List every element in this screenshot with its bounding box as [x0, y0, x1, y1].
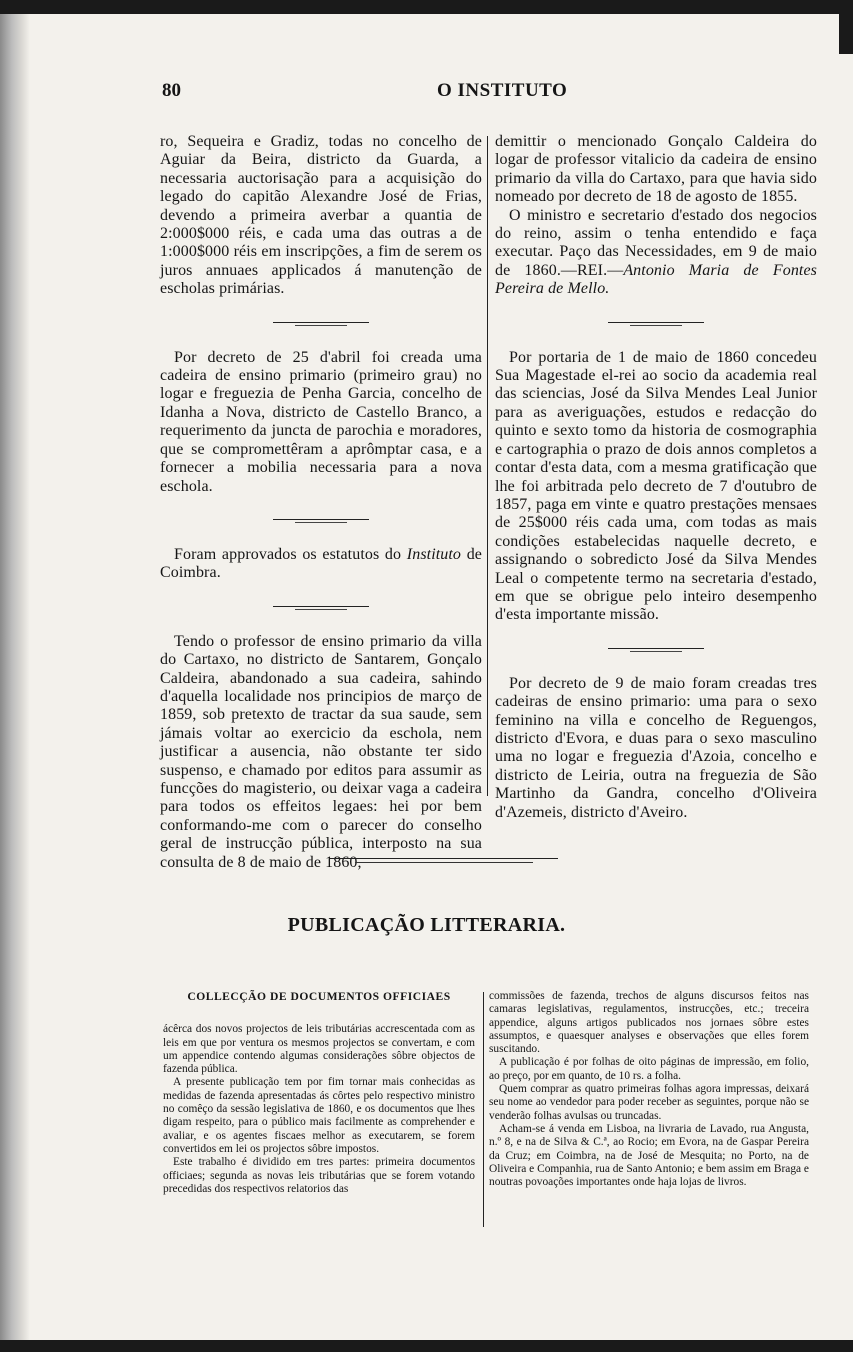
- paragraph-cartaxo: Tendo o professor de ensino primario da villa do Cartaxo, no districto de Santarem, Gonçalo Caldeira, abandonado a sua cadeira, sahindo d'aquella localidade nos principios de março de 1859, sob pretexto de tractar da sua saude, sem jámais voltar ao exercicio da eschola, nem justificar a ausencia, não obstante ter sido suspenso, e chamado por editos para assumir as funcções do magisterio, ou deixar vaga a cadeira para todos os effeitos legaes: hei por bem conformando-me com o parecer do conselho geral de instrucção pública, interposto na sua consulta de 8 de maio de 1860,: [160, 632, 482, 871]
- column-divider: [487, 136, 488, 796]
- publication-column-divider: [483, 992, 484, 1227]
- paragraph-demittir: demittir o mencionado Gonçalo Caldeira do logar de professor vitalicio da cadeira de ensino primario da villa do Cartaxo, para que havia sido nomeado por decreto de 18 de agosto de 1855.: [495, 133, 817, 206]
- signature: Antonio Maria de Fontes Pereira de Mello.: [495, 261, 817, 298]
- paragraph-legado: ro, Sequeira e Gradiz, todas no concelho de Aguiar da Beira, districto da Guarda, a necessaria auctorisação para a acquisição do legado do capitão Alexandre José de Frias, devendo a primeira averbar a quantia de 2:000$000 réis, e cada uma das outras a de 1:000$000 réis em inscripções, a fim de serem os juros annuaes applicados á manutenção de escholas primárias.: [160, 133, 482, 298]
- collection-heading: COLLECÇÃO DE DOCUMENTOS OFFICIAES: [187, 990, 451, 1003]
- wide-rule: [330, 858, 558, 859]
- section-rule: [608, 322, 704, 323]
- running-title: O INSTITUTO: [437, 80, 568, 101]
- page-binding-shadow: [0, 14, 30, 1340]
- instituto-italic: Instituto: [406, 545, 462, 563]
- ministro-text: O ministro e secretario d'estado dos negocios do reino, assim o tenha entendido e faça executar. Paço das Necessidades, em 9 de maio de 1860.—REI.—: [495, 206, 817, 279]
- paragraph-tres-cadeiras: Por decreto de 9 de maio foram creadas tres cadeiras de ensino primario: uma para o sexo feminino na villa e concelho de Reguengos, districto d'Evora, e duas para o sexo masculino uma no logar e freguezia d'Azoia, concelho e districto de Leiria, outra na freguezia de São Martinho da Gandra, concelho d'Oliveira d'Azemeis, districto d'Aveiro.: [495, 674, 817, 821]
- paragraph-penha-garcia: Por decreto de 25 d'abril foi creada uma cadeira de ensino primario (primeiro grau) no logar e freguezia de Penha Garcia, concelho de Idanha a Nova, districto de Castello Branco, a requerimento da juncta de parochia e moradores, que se compromettêram a aprômptar casa, e a fornecer a mobilia necessaria para a nova eschola.: [160, 348, 482, 495]
- publication-paragraph: commissões de fazenda, trechos de alguns discursos feitos nas camaras legislativas, regulamentos, instrucções, etc.; treceira appendice, alguns artigos publicados nos jornaes sôbre estes assumptos, e quaesquer analyses e observações que elles forem suscitando.: [489, 990, 809, 1056]
- publication-paragraph: Este trabalho é dividido em tres partes: primeira documentos officiaes; segunda as novas leis tributárias que se forem votando precedidas dos respectivos relatorios das: [163, 1156, 475, 1195]
- publication-paragraph: A publicação é por folhas de oito páginas de impressão, em folio, ao preço, por em quanto, de 10 rs. a folha.: [489, 1056, 809, 1082]
- section-rule: [273, 606, 369, 607]
- paragraph-portaria: Por portaria de 1 de maio de 1860 concedeu Sua Magestade el-rei ao socio da academia real das sciencias, José da Silva Mendes Leal Junior para as averiguações, estudos e redacção do quinto e sexto tomo da historia de cosmographia e cartographia o prazo de dois annos completos a contar d'esta data, com a mesma gratificação que lhe foi arbitrada pelo decreto de 7 d'outubro de 1857, paga em vinte e quatro prestações mensaes de 25$000 réis cada uma, com todas as mais condições estabelecidas naquelle decreto, e assignando o sobredicto José da Silva Mendes Leal o competente termo na secretaria d'estado, em que se obrigue pelo inteiro desempenho d'esta importante missão.: [495, 348, 817, 624]
- page-number: 80: [162, 80, 181, 101]
- publication-paragraph: Quem comprar as quatro primeiras folhas agora impressas, deixará seu nome ao vendedor para poder receber as seguintes, porque não se venderão folhas avulsas ou truncadas.: [489, 1083, 809, 1122]
- section-rule: [608, 648, 704, 649]
- right-column: [495, 133, 817, 822]
- left-column: [160, 133, 482, 872]
- page-corner: [839, 14, 853, 54]
- publication-right-column: [489, 990, 809, 1189]
- document-page: [0, 14, 853, 1340]
- publication-paragraph: Acham-se á venda em Lisboa, na livraria de Lavado, rua Angusta, n.º 8, e na de Silva & C.ª, ao Rocio; em Evora, na de Gaspar Pereira da Cruz; em Coimbra, na de José de Mesquita; no Porto, na de Oliveira e Companhia, rua de Santo Antonio; e bem assim em Braga e noutras povoações importantes onde haja lojas de livros.: [489, 1122, 809, 1189]
- estatutos-text: Foram approvados os estatutos do: [174, 545, 407, 563]
- publication-paragraph: A presente publicação tem por fim tornar mais conhecidas as medidas de fazenda apresentadas ás côrtes pelo respectivo ministro no comêço da sessão legislativa de 1860, e os documentos que lhes digam respeito, para o público mais facilmente as comprehender e avaliar, e os agentes fiscaes melhor as executarem, se forem convertidos em lei os projectos sôbre impostos.: [163, 1076, 475, 1155]
- wide-rule-inner: [355, 862, 533, 863]
- section-rule: [273, 519, 369, 520]
- publication-paragraph: ácêrca dos novos projectos de leis tributárias accrescentada com as leis em que por ventura os mesmos projectos se convertam, e com um appendice contendo algumas considerações sôbre objectos de fazenda pública.: [163, 1023, 475, 1076]
- publication-left-column: [163, 990, 475, 1196]
- estatutos-end: de Coimbra.: [160, 545, 482, 582]
- section-title: PUBLICAÇÃO LITTERARIA.: [287, 914, 566, 936]
- paragraph-estatutos: [160, 546, 482, 583]
- section-rule: [273, 322, 369, 323]
- paragraph-ministro: [495, 207, 817, 299]
